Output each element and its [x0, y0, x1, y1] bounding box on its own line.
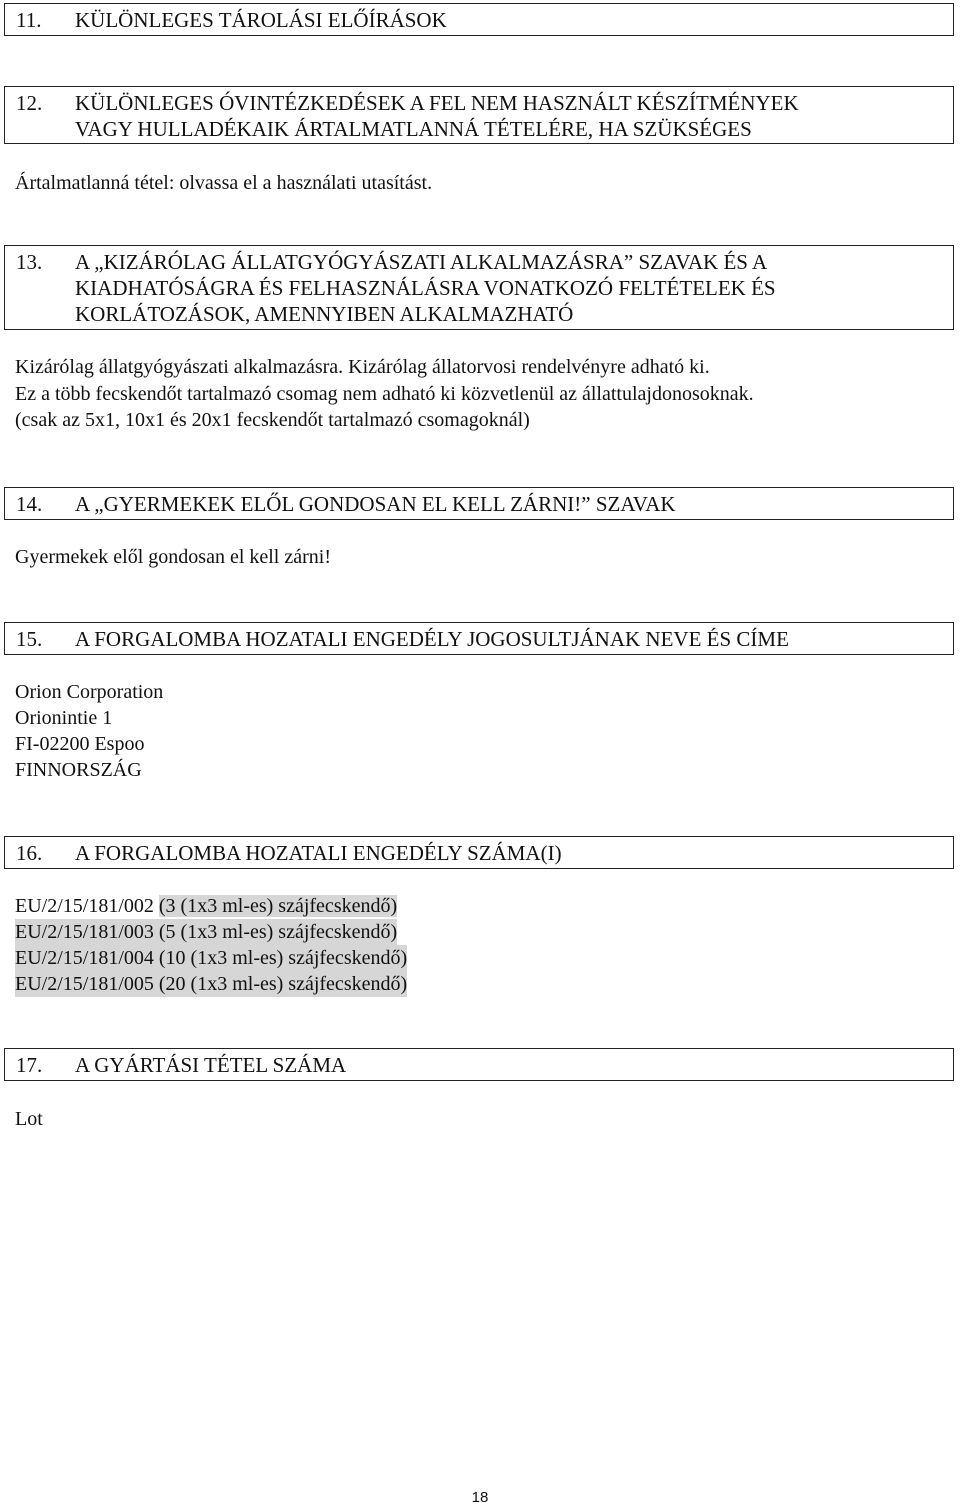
section-number: 14. — [16, 492, 43, 516]
section-title: KÜLÖNLEGES ÓVINTÉZKEDÉSEK A FEL NEM HASZNÁLT KÉSZÍTMÉNYEK VAGY HULLADÉKAIK ÁRTALMATLANNÁ TÉTELÉRE, HA SZÜKSÉGES — [75, 91, 799, 141]
section-number: 11. — [16, 8, 42, 32]
section-13-header — [4, 245, 954, 330]
section-number: 13. — [16, 250, 43, 274]
authorisation-numbers — [15, 893, 407, 997]
page-number: 18 — [471, 1489, 489, 1506]
section-title: A „KIZÁRÓLAG ÁLLATGYÓGYÁSZATI ALKALMAZÁSRA” SZAVAK ÉS A KIADHATÓSÁGRA ÉS FELHASZNÁLÁSRA VONATKOZÓ FELTÉTELEK ÉS KORLÁTOZÁSOK, AMENNYIBEN ALKALMAZHATÓ — [75, 250, 776, 326]
section-title: A FORGALOMBA HOZATALI ENGEDÉLY SZÁMA(I) — [75, 841, 562, 865]
section-16-header — [4, 836, 954, 869]
children-warning-text: Gyermekek elől gondosan el kell zárni! — [15, 546, 331, 568]
section-15-header — [4, 622, 954, 655]
conditions-text: Kizárólag állatgyógyászati alkalmazásra. Kizárólag állatorvosi rendelvényre adható ki. Ez a több fecskendőt tartalmazó csomag nem adható ki közvetlenül az állattulajdonosoknak. (csak az 5x1, 10x1 és 20x1 fecskendőt tartalmazó csomagoknál) — [15, 356, 754, 431]
section-title: KÜLÖNLEGES TÁROLÁSI ELŐÍRÁSOK — [75, 8, 447, 32]
list-item: EU/2/15/181/002 (3 (1x3 ml-es) szájfecskendő) — [15, 895, 398, 917]
lot-label: Lot — [15, 1108, 43, 1130]
section-11-header — [4, 3, 954, 36]
section-title: A FORGALOMBA HOZATALI ENGEDÉLY JOGOSULTJÁNAK NEVE ÉS CÍME — [75, 627, 789, 651]
section-14-header — [4, 487, 954, 520]
list-item: EU/2/15/181/005 (20 (1x3 ml-es) szájfecskendő) — [15, 973, 408, 995]
section-number: 12. — [16, 91, 43, 115]
list-item: EU/2/15/181/003 (5 (1x3 ml-es) szájfecskendő) — [15, 921, 398, 943]
section-12-header — [4, 86, 954, 144]
holder-address: Orion Corporation Orionintie 1 FI-02200 Espoo FINNORSZÁG — [15, 681, 164, 781]
section-title: A GYÁRTÁSI TÉTEL SZÁMA — [75, 1053, 347, 1077]
list-item: EU/2/15/181/004 (10 (1x3 ml-es) szájfecskendő) — [15, 947, 408, 969]
section-number: 15. — [16, 627, 43, 651]
section-number: 16. — [16, 841, 43, 865]
section-title: A „GYERMEKEK ELŐL GONDOSAN EL KELL ZÁRNI!” SZAVAK — [75, 492, 676, 516]
disposal-text: Ártalmatlanná tétel: olvassa el a használati utasítást. — [15, 172, 433, 194]
section-number: 17. — [16, 1053, 43, 1077]
section-17-header — [4, 1048, 954, 1081]
